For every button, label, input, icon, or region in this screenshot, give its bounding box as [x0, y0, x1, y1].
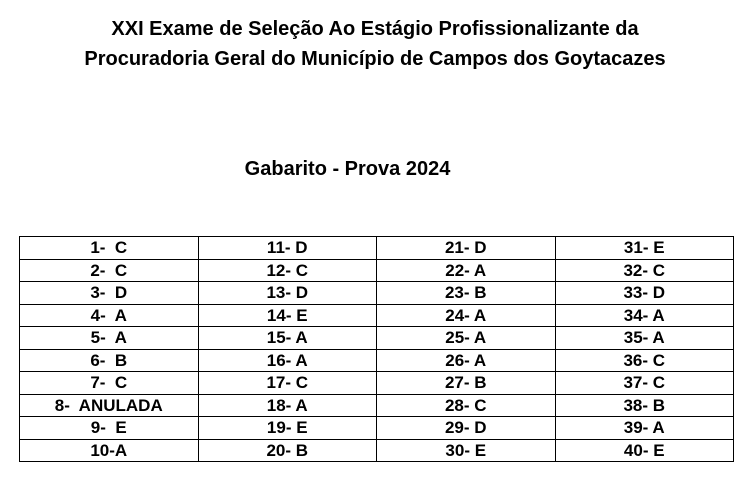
answer-cell: 5- A — [20, 327, 199, 350]
answer-cell: 10-A — [20, 439, 199, 462]
answer-cell: 40- E — [555, 439, 734, 462]
answer-cell: 34- A — [555, 304, 734, 327]
answer-cell: 20- B — [198, 439, 377, 462]
answer-cell: 30- E — [377, 439, 556, 462]
answer-cell: 1- C — [20, 237, 199, 260]
table-row — [20, 417, 734, 440]
answer-cell: 26- A — [377, 349, 556, 372]
answer-cell: 39- A — [555, 417, 734, 440]
table-row — [20, 304, 734, 327]
document-title-line-1: XXI Exame de Seleção Ao Estágio Profissionalizante da — [111, 18, 639, 40]
answer-cell: 18- A — [198, 394, 377, 417]
answer-cell: 23- B — [377, 282, 556, 305]
answer-cell: 16- A — [198, 349, 377, 372]
table-row — [20, 282, 734, 305]
answer-cell: 27- B — [377, 372, 556, 395]
table-row — [20, 327, 734, 350]
answer-cell: 13- D — [198, 282, 377, 305]
answer-cell: 14- E — [198, 304, 377, 327]
table-row — [20, 349, 734, 372]
answer-cell: 35- A — [555, 327, 734, 350]
answer-cell: 31- E — [555, 237, 734, 260]
answer-cell: 12- C — [198, 259, 377, 282]
answer-cell: 21- D — [377, 237, 556, 260]
answer-cell: 33- D — [555, 282, 734, 305]
document-title-line-2: Procuradoria Geral do Município de Campos dos Goytacazes — [84, 48, 666, 70]
answer-cell: 3- D — [20, 282, 199, 305]
answer-cell: 32- C — [555, 259, 734, 282]
table-row — [20, 439, 734, 462]
table-row — [20, 237, 734, 260]
answer-key-table — [19, 236, 734, 462]
answer-cell: 24- A — [377, 304, 556, 327]
answer-cell: 15- A — [198, 327, 377, 350]
answer-cell: 8- ANULADA — [20, 394, 199, 417]
answer-cell: 38- B — [555, 394, 734, 417]
answer-cell: 25- A — [377, 327, 556, 350]
table-row — [20, 394, 734, 417]
answer-cell: 6- B — [20, 349, 199, 372]
table-row — [20, 259, 734, 282]
answer-cell: 29- D — [377, 417, 556, 440]
answer-cell: 22- A — [377, 259, 556, 282]
answer-cell: 4- A — [20, 304, 199, 327]
answer-cell: 19- E — [198, 417, 377, 440]
table-row — [20, 372, 734, 395]
answer-cell: 2- C — [20, 259, 199, 282]
answer-cell: 11- D — [198, 237, 377, 260]
answer-cell: 28- C — [377, 394, 556, 417]
answer-cell: 36- C — [555, 349, 734, 372]
answer-cell: 7- C — [20, 372, 199, 395]
answer-key-subtitle: Gabarito - Prova 2024 — [244, 158, 451, 180]
answer-cell: 9- E — [20, 417, 199, 440]
answer-cell: 37- C — [555, 372, 734, 395]
answer-cell: 17- C — [198, 372, 377, 395]
